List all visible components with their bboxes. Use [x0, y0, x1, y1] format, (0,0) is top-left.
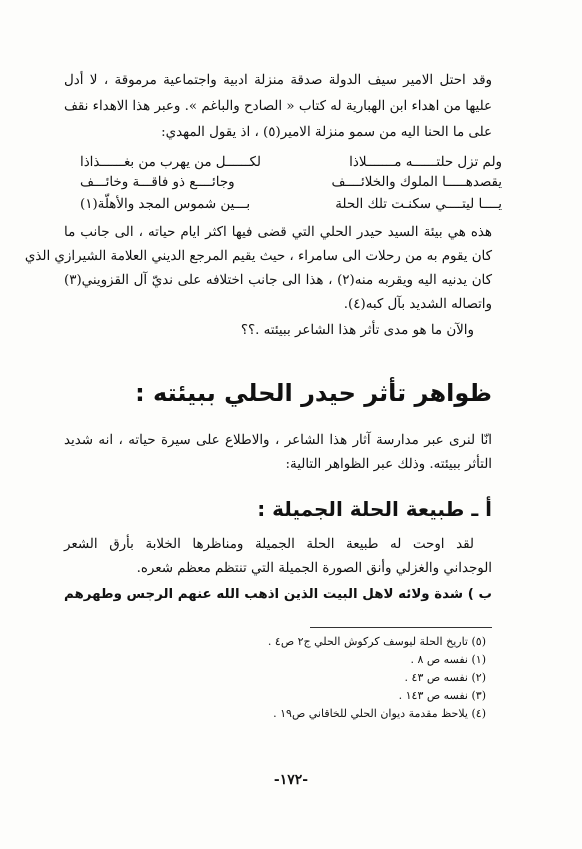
paragraph-line: وقد احتل الامير سيف الدولة صدقة منزلة ادبية واجتماعية مرموقة ، لا أدل [64, 73, 492, 88]
verse-first-hemistich: يقصدهـــــا الملوك والخلائــــف [331, 175, 502, 190]
verse-first-hemistich: ولم تزل حلتــــــه مـــــــلاذا [349, 155, 502, 170]
section-heading: ظواهر تأثر حيدر الحلي ببيئته : [135, 379, 492, 407]
paragraph-line: عليها من اهداء ابن الهبارية له كتاب « الصادح والباغم ». وعبر هذا الاهداء نقف [64, 99, 492, 114]
footnote: (٤) يلاحظ مقدمة ديوان الحلي للخاقاني ص١٩ . [273, 707, 486, 720]
verse-second-hemistich: وجائــــع ذو فاقـــة وخائـــف [80, 175, 235, 190]
list-item-b: ب ) شدة ولائه لاهل البيت الذين اذهب الله عنهم الرجس وطهرهم [64, 587, 492, 602]
subsection-heading: أ ـ طبيعة الحلة الجميلة : [257, 497, 492, 521]
verse-second-hemistich: لكــــــل من يهرب من بغــــــذاذا [80, 155, 261, 170]
footnote-divider [310, 627, 492, 628]
verse-first-hemistich: يــــا ليتــــي سكنـت تلك الحلة [335, 197, 502, 212]
verse-second-hemistich: بـــين شموس المجد والأهلّة(١) [80, 197, 251, 212]
paragraph-line: انّا لنرى عبر مدارسة آثار هذا الشاعر ، والاطلاع على سيرة حياته ، انه شديد [64, 433, 492, 448]
page-number: -١٧٢- [273, 772, 309, 788]
paragraph-line: التأثر ببيئته. وذلك عبر الظواهر التالية: [285, 457, 492, 472]
question-line: والآن ما هو مدى تأثر هذا الشاعر ببيئته .؟؟ [240, 323, 474, 338]
footnote: (٣) نفسه ص ١٤٣ . [398, 689, 486, 702]
paragraph-line: هذه هي بيئة السيد حيدر الحلي التي قضى فيها اكثر ايام حياته ، الى جانب ما [64, 225, 492, 240]
paragraph-line: على ما الحنا اليه من سمو منزلة الامير(٥) ، اذ يقول المهدي: [161, 125, 492, 140]
paragraph-line: واتصاله الشديد بآل كبه(٤). [343, 297, 492, 312]
footnote: (٢) نفسه ص ٤٣ . [404, 671, 486, 684]
paragraph-line: لقد اوحت له طبيعة الحلة الجميلة ومناظرها الخلابة بأرق الشعر [64, 537, 474, 552]
paragraph-line: كان يقوم به من رحلات الى سامراء ، حيث يقيم المرجع الديني العلامة الشيرازي الذي [24, 249, 492, 264]
footnote: (١) نفسه ص ٨ . [410, 653, 486, 666]
footnote: (٥) تاريخ الحلة ليوسف كركوش الحلي ج٢ ص٤ . [267, 635, 486, 648]
paragraph-line: كان يدنيه اليه ويقربه منه(٢) ، هذا الى جانب اختلافه على نديّ آل القزويني(٣) [64, 273, 492, 288]
paragraph-line: الوجداني والغزلي وأنق الصورة الجميلة التي تنتظم معظم شعره. [136, 561, 492, 576]
